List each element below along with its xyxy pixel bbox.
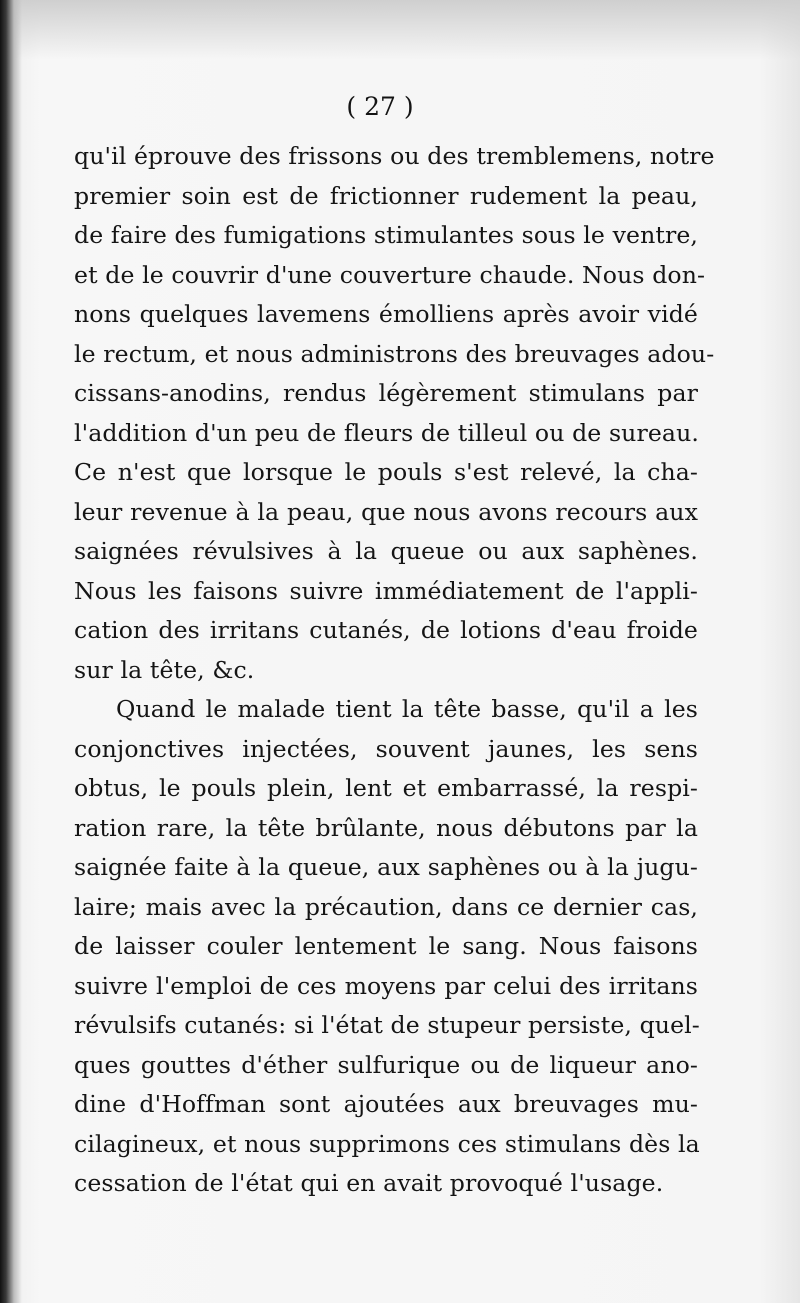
text-line: saignée faite à la queue, aux saphènes ou à la jugu- (74, 853, 698, 881)
text-line: laire; mais avec la précaution, dans ce dernier cas, (74, 892, 698, 921)
paragraph-1 (74, 137, 715, 690)
text-line: ques gouttes d'éther sulfurique ou de liqueur ano- (74, 1050, 698, 1079)
text-line: Ce n'est que lorsque le pouls s'est relevé, la cha- (74, 458, 698, 486)
page-top-shadow (0, 0, 800, 60)
text-line: Quand le malade tient la tête basse, qu'il a les (116, 695, 698, 723)
text-line: cissans-anodins, rendus légèrement stimulans par (74, 379, 698, 407)
text-line: de faire des fumigations stimulantes sous le ventre, (74, 221, 698, 249)
text-line: obtus, le pouls plein, lent et embarrassé, la respi- (74, 774, 698, 802)
paragraph-2 (74, 690, 698, 1204)
text-line: saignées révulsives à la queue ou aux saphènes. (74, 537, 698, 565)
text-line: conjonctives injectées, souvent jaunes, les sens (74, 734, 698, 763)
text-line: qu'il éprouve des frissons ou des tremblemens, notre (74, 142, 715, 170)
page-number: ( 27 ) (346, 92, 414, 121)
text-line: révulsifs cutanés: si l'état de stupeur persiste, quel- (74, 1011, 700, 1039)
text-line: ration rare, la tête brûlante, nous débutons par la (74, 813, 698, 842)
text-line: Nous les faisons suivre immédiatement de l'appli- (74, 576, 698, 605)
text-line: suivre l'emploi de ces moyens par celui des irritans (74, 971, 698, 1000)
text-line: dine d'Hoffman sont ajoutées aux breuvages mu- (74, 1090, 698, 1118)
text-line: cation des irritans cutanés, de lotions d'eau froide (74, 616, 698, 644)
text-line: l'addition d'un peu de fleurs de tilleul ou de sureau. (74, 418, 699, 447)
body-text (74, 137, 715, 1204)
text-line: le rectum, et nous administrons des breuvages adou- (74, 339, 715, 368)
text-line: et de le couvrir d'une couverture chaude. Nous don- (74, 260, 706, 289)
page-binding-edge (0, 0, 22, 1303)
text-line: cessation de l'état qui en avait provoqué l'usage. (74, 1169, 664, 1197)
text-line: sur la tête, &c. (74, 655, 255, 684)
text-line: de laisser couler lentement le sang. Nous faisons (74, 932, 698, 960)
text-line: cilagineux, et nous supprimons ces stimulans dès la (74, 1129, 700, 1158)
text-line: leur revenue à la peau, que nous avons recours aux (74, 497, 698, 526)
text-line: nons quelques lavemens émolliens après avoir vidé (74, 300, 698, 328)
text-line: premier soin est de frictionner rudement la peau, (74, 181, 698, 210)
